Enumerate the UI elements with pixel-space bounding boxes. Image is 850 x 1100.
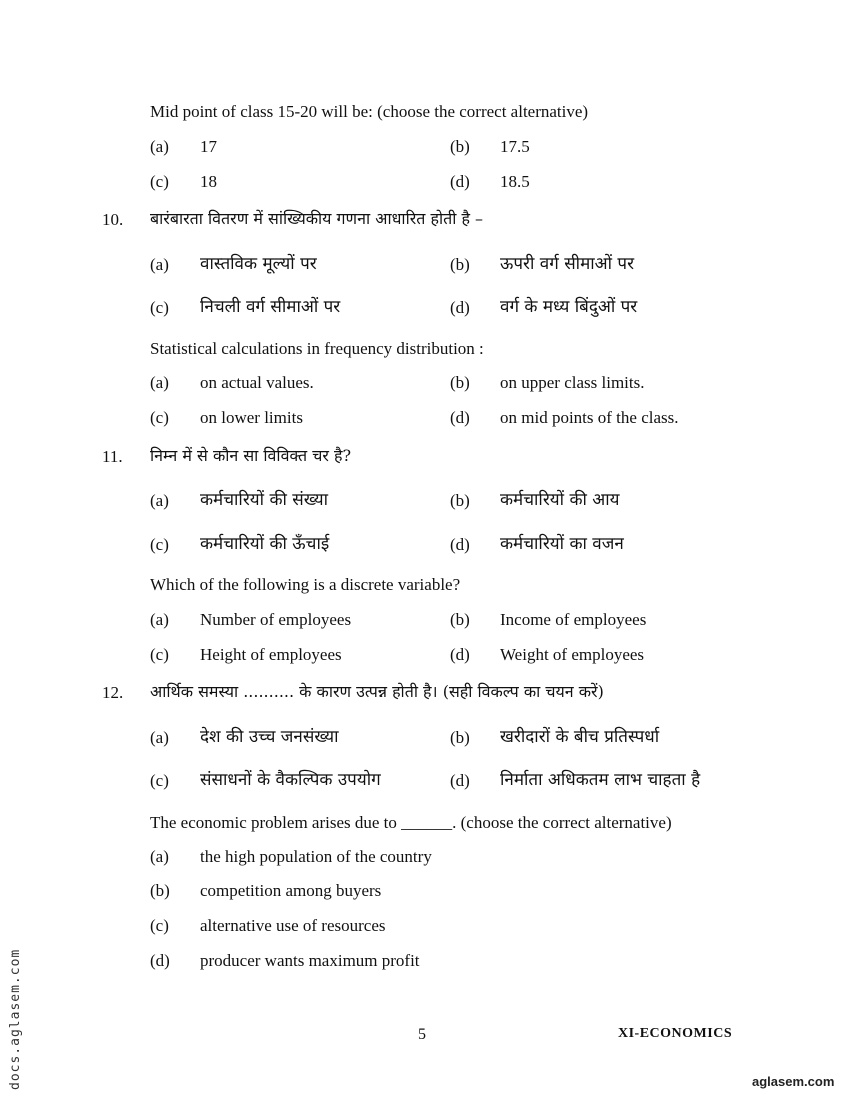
- q10-hi-option-c-text: निचली वर्ग सीमाओं पर: [200, 297, 341, 317]
- q12-hi-option-d-text: निर्माता अधिकतम लाभ चाहता है: [500, 770, 701, 790]
- q10-en-option-a-text: on actual values.: [200, 373, 314, 392]
- q12-hi-option-b-text: खरीदारों के बीच प्रतिस्पर्धा: [500, 727, 660, 747]
- q12-en-option-a-text: the high population of the country: [200, 847, 432, 866]
- q12-en-option-c-label: (c): [150, 916, 169, 935]
- q12-en-option-d-text: producer wants maximum profit: [200, 951, 420, 970]
- q11-hi-option-c-label: (c): [150, 535, 169, 554]
- q12-number: 12.: [102, 683, 124, 702]
- q10-hi-option-d-text: वर्ग के मध्य बिंदुओं पर: [500, 297, 638, 317]
- q12-hi-option-d-label: (d): [450, 771, 470, 790]
- q10-hi-option-c-label: (c): [150, 298, 169, 317]
- q11-en-option-a-label: (a): [150, 610, 169, 629]
- q12-en-option-c-text: alternative use of resources: [200, 916, 386, 935]
- q9-option-c-text: 18: [200, 172, 217, 191]
- q12-en-option-b-label: (b): [150, 881, 170, 900]
- q11-en-option-b-text: Income of employees: [500, 610, 647, 629]
- q10-hi-option-a-label: (a): [150, 255, 169, 274]
- q10-hi-option-b-text: ऊपरी वर्ग सीमाओं पर: [500, 254, 635, 274]
- q11-en-option-b-label: (b): [450, 610, 470, 629]
- q10-number: 10.: [102, 210, 124, 229]
- q11-hi-question: निम्न में से कौन सा विविक्त चर है?: [150, 446, 352, 465]
- q11-hi-option-b-label: (b): [450, 491, 470, 510]
- side-watermark: docs.aglasem.com: [8, 948, 23, 1090]
- q12-hi-question: आर्थिक समस्या .......... के कारण उत्पन्न होती है। (सही विकल्प का चयन करें): [150, 682, 604, 701]
- q11-hi-option-a-label: (a): [150, 491, 169, 510]
- site-name: aglasem.com: [752, 1074, 835, 1089]
- q12-hi-option-a-label: (a): [150, 728, 169, 747]
- q10-en-option-a-label: (a): [150, 373, 169, 392]
- q9-option-a-label: (a): [150, 137, 169, 156]
- q12-en-option-b-text: competition among buyers: [200, 881, 382, 900]
- q12-en-option-d-label: (d): [150, 951, 170, 970]
- q11-hi-option-a-text: कर्मचारियों की संख्या: [200, 490, 329, 510]
- q9-option-b-text: 17.5: [500, 137, 530, 156]
- q10-hi-option-d-label: (d): [450, 298, 470, 317]
- q10-en-option-d-label: (d): [450, 408, 470, 427]
- q12-hi-option-c-text: संसाधनों के वैकल्पिक उपयोग: [200, 770, 381, 790]
- q10-en-option-c-label: (c): [150, 408, 169, 427]
- q12-hi-option-b-label: (b): [450, 728, 470, 747]
- q12-en-option-a-label: (a): [150, 847, 169, 866]
- q11-hi-option-d-text: कर्मचारियों का वजन: [500, 534, 624, 554]
- q12-hi-option-c-label: (c): [150, 771, 169, 790]
- q11-en-option-d-label: (d): [450, 645, 470, 664]
- q11-en-option-d-text: Weight of employees: [500, 645, 645, 664]
- q11-hi-option-c-text: कर्मचारियों की ऊँचाई: [200, 534, 330, 554]
- q9-option-c-label: (c): [150, 172, 169, 191]
- q10-en-option-d-text: on mid points of the class.: [500, 408, 679, 427]
- q9-en-question: Mid point of class 15-20 will be: (choose the correct alternative): [150, 102, 589, 121]
- q10-en-option-c-text: on lower limits: [200, 408, 303, 427]
- q11-hi-option-d-label: (d): [450, 535, 470, 554]
- q11-hi-option-b-text: कर्मचारियों की आय: [500, 490, 620, 510]
- q11-en-question: Which of the following is a discrete variable?: [150, 575, 461, 594]
- q10-hi-option-b-label: (b): [450, 255, 470, 274]
- q12-hi-option-a-text: देश की उच्च जनसंख्या: [200, 727, 339, 747]
- page-number: 5: [418, 1026, 426, 1043]
- q11-number: 11.: [102, 447, 123, 466]
- q10-hi-question: बारंबारता वितरण में सांख्यिकीय गणना आधारित होती है –: [150, 209, 484, 228]
- q9-option-d-text: 18.5: [500, 172, 530, 191]
- q9-option-b-label: (b): [450, 137, 470, 156]
- q11-en-option-c-label: (c): [150, 645, 169, 664]
- q10-hi-option-a-text: वास्तविक मूल्यों पर: [200, 254, 317, 274]
- q11-en-option-a-text: Number of employees: [200, 610, 352, 629]
- q11-en-option-c-text: Height of employees: [200, 645, 342, 664]
- q9-option-d-label: (d): [450, 172, 470, 191]
- q10-en-option-b-text: on upper class limits.: [500, 373, 645, 392]
- q10-en-option-b-label: (b): [450, 373, 470, 392]
- paper-code: XI-ECONOMICS: [618, 1026, 733, 1041]
- q12-en-question: The economic problem arises due to ______. (choose the correct alternative): [150, 813, 672, 832]
- q9-option-a-text: 17: [200, 137, 217, 156]
- q10-en-question: Statistical calculations in frequency distribution :: [150, 339, 484, 358]
